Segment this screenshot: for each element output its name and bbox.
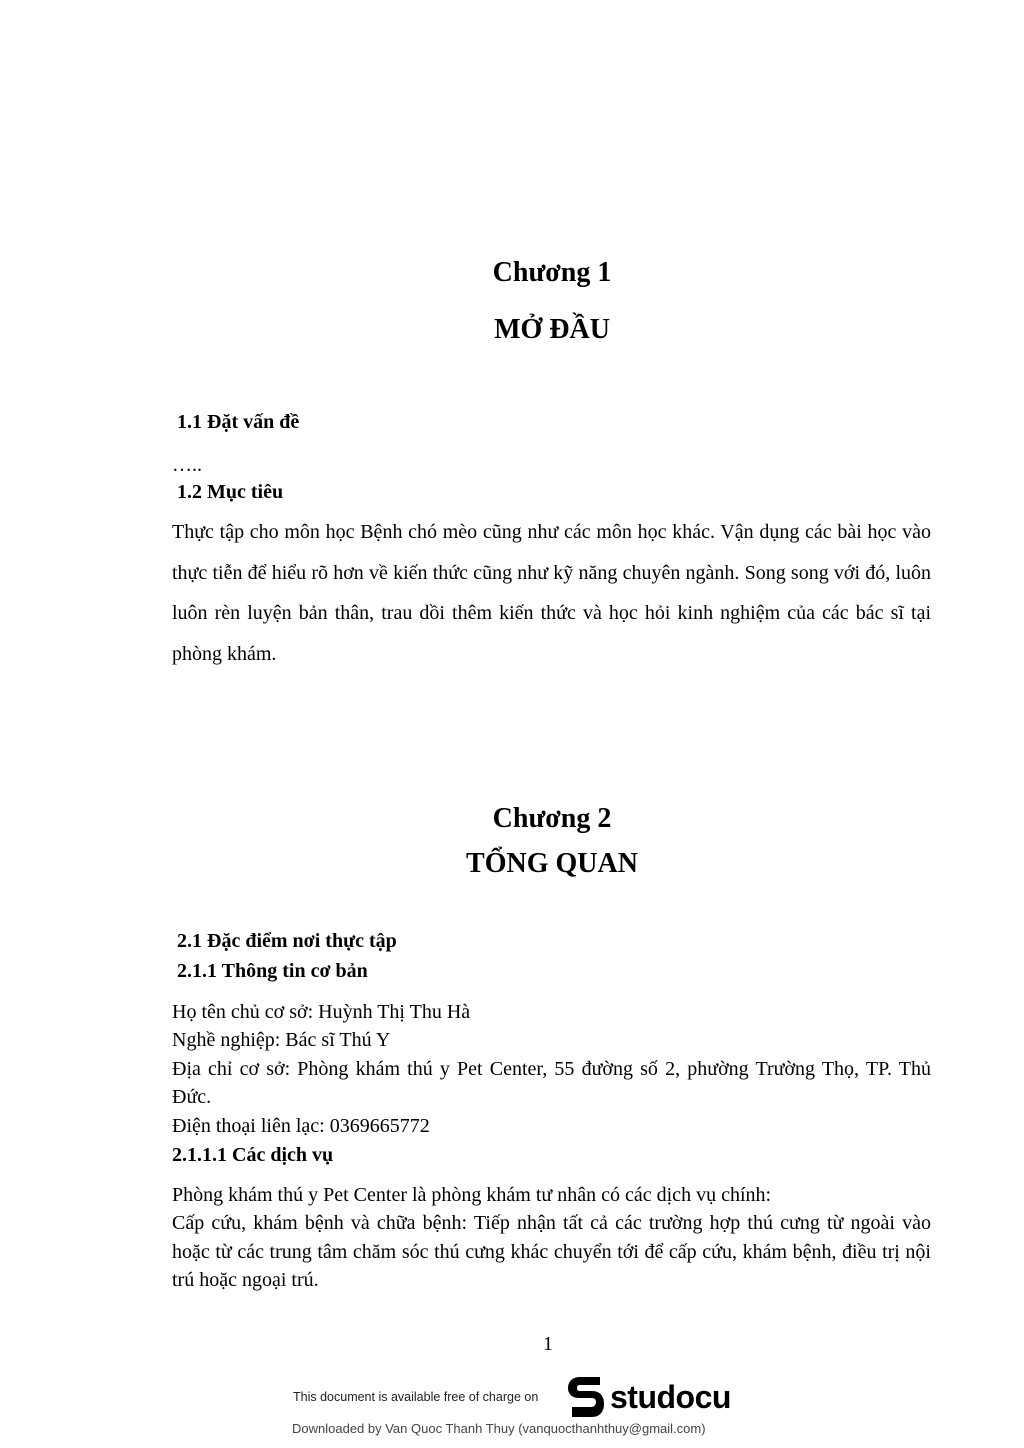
studocu-logo-icon [566,1375,606,1419]
footer-downloaded-text: Downloaded by Van Quoc Thanh Thuy (vanquocthanhthuy@gmail.com) [292,1421,706,1436]
studocu-brand[interactable]: studocu [610,1379,731,1415]
chapter-1-title: MỞ ĐẦU [494,314,610,345]
chapter-2-number: Chương 2 [492,803,612,834]
section-2-1-heading: 2.1 Đặc điểm nơi thực tập [177,930,397,952]
chapter-1-number: Chương 1 [492,257,612,288]
info-profession: Nghề nghiệp: Bác sĩ Thú Y [172,1029,391,1051]
services-body: Cấp cứu, khám bệnh và chữa bệnh: Tiếp nhận tất cả các trường hợp thú cưng từ ngoài vào hoặc từ các trung tâm chăm sóc thú cưng khác chuyển tới để cấp cứu, khám bệnh, điều trị nội trú hoặc ngoại trú. [172,1212,931,1292]
chapter-2-title: TỔNG QUAN [466,848,638,879]
info-address: Địa chỉ cơ sở: Phòng khám thú y Pet Center, 55 đường số 2, phường Trường Thọ, TP. Thủ Đức. [172,1058,931,1108]
section-1-2-body: Thực tập cho môn học Bệnh chó mèo cũng như các môn học khác. Vận dụng các bài học vào thực tiễn để hiểu rõ hơn về kiến thức cũng như kỹ năng chuyên ngành. Song song với đó, luôn luôn rèn luyện bản thân, trau dồi thêm kiến thức và học hỏi kinh nghiệm của các bác sĩ tại phòng khám. [172,521,931,665]
section-1-1-heading: 1.1 Đặt vấn đề [177,411,300,433]
section-1-1-body: ….. [172,454,202,476]
services-intro: Phòng khám thú y Pet Center là phòng khám tư nhân có các dịch vụ chính: [172,1184,772,1206]
section-1-2-heading: 1.2 Mục tiêu [177,481,284,503]
info-owner: Họ tên chủ cơ sở: Huỳnh Thị Thu Hà [172,1001,471,1023]
page-number: 1 [543,1333,553,1355]
section-2-1-1-heading: 2.1.1 Thông tin cơ bản [177,960,368,982]
section-2-1-1-1-heading: 2.1.1.1 Các dịch vụ [172,1144,334,1166]
footer-available-text: This document is available free of charge on [293,1390,539,1404]
info-phone: Điện thoại liên lạc: 0369665772 [172,1115,430,1137]
